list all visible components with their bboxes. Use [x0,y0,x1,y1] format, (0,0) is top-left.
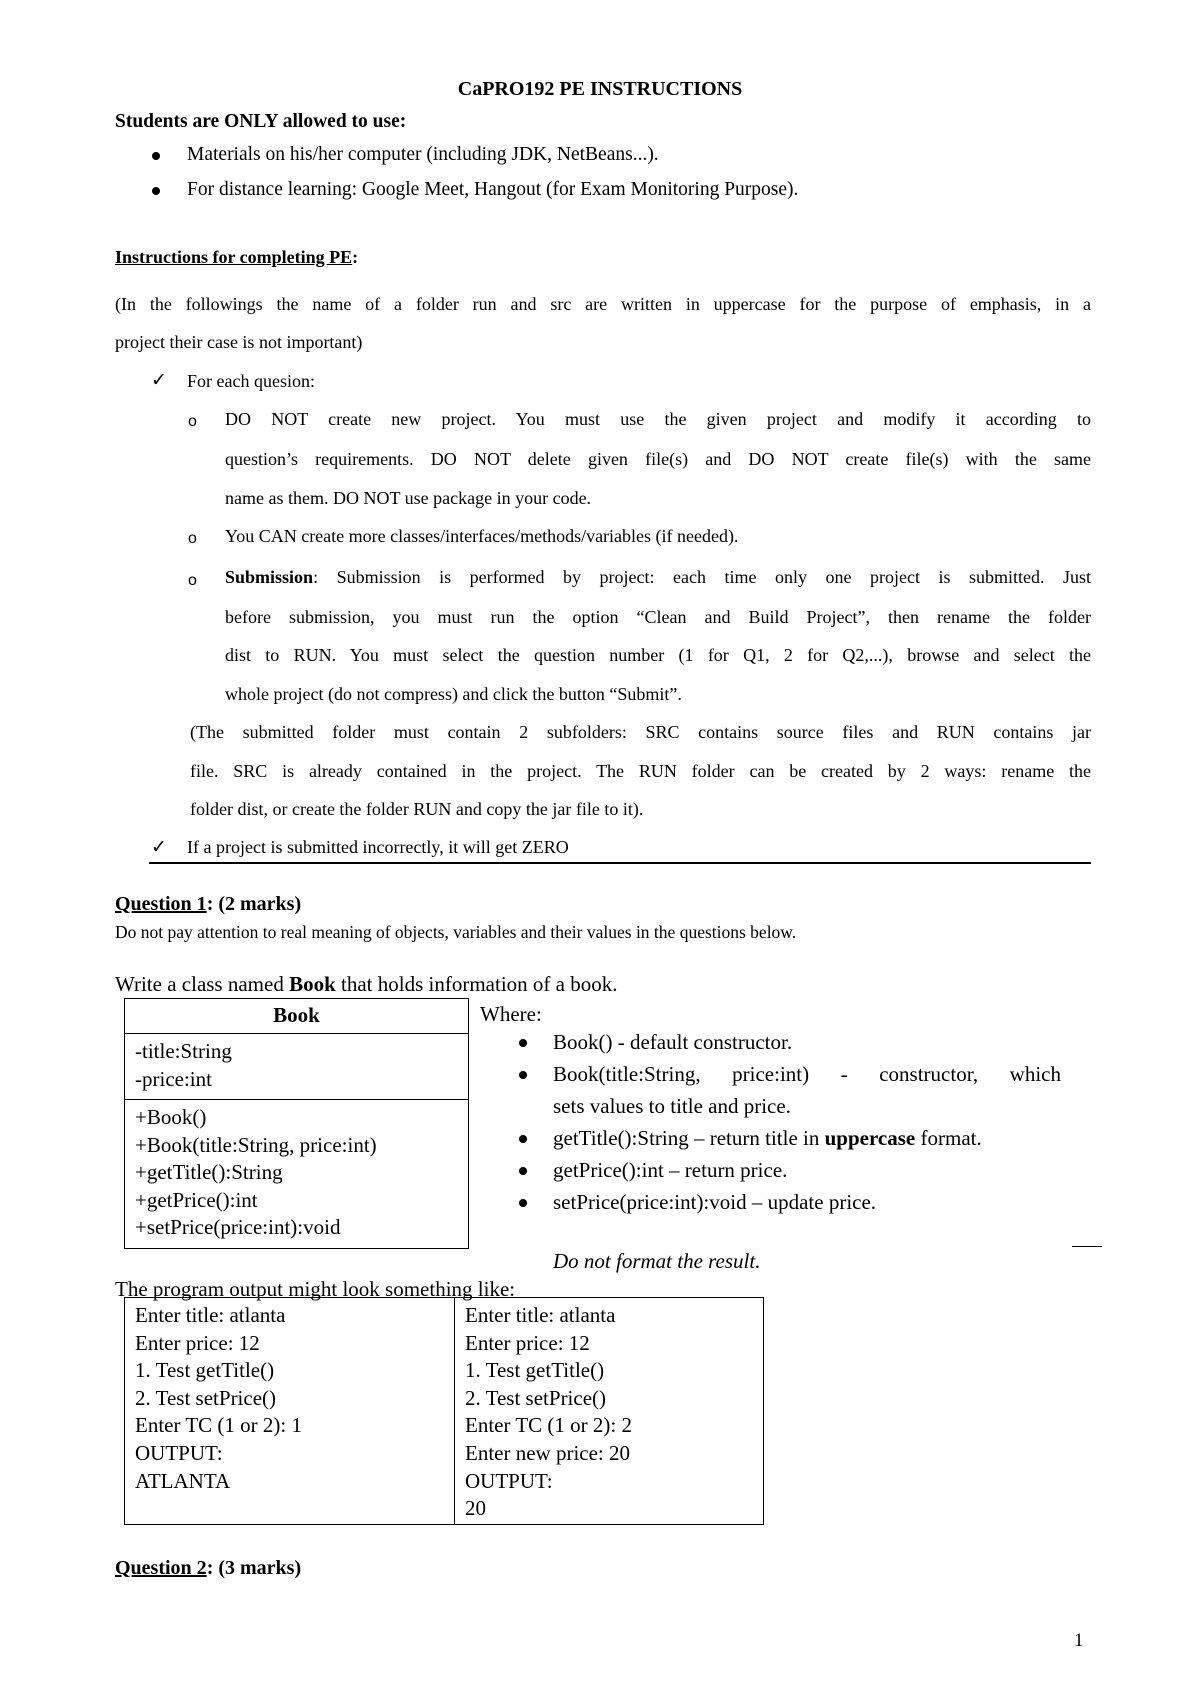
bullet-icon [519,1039,527,1047]
where-item-5: setPrice(price:int):void – update price. [553,1190,877,1214]
uml-operation: +getPrice():int [135,1187,258,1212]
bullet-icon [519,1135,527,1143]
uml-attribute: -title:String [135,1039,232,1063]
where-item-4: getPrice():int – return price. [553,1158,788,1182]
output-intro: The program output might look something like: [115,1277,516,1301]
checkmark-icon: ✓ [151,369,167,391]
task-text-pre: Write a class named [115,972,290,996]
bullet-icon [519,1199,527,1207]
output-line: 20 [465,1496,486,1521]
where-item-3 [553,1125,982,1152]
instructions-heading [115,247,358,268]
page-title: CaPRO192 PE INSTRUCTIONS [457,78,743,100]
for-each-question: For each quesion: [187,371,315,391]
circle-bullet-icon: o [188,413,197,430]
rule-3-line-2: before submission, you must run the option “Clean and Build Project”, then rename the folder [225,607,1091,627]
submission-label: Submission [225,567,314,587]
note-line-2: file. SRC is already contained in the project. The RUN folder can be created by 2 ways: rename the [190,761,1091,781]
instructions-heading-colon: : [352,247,359,267]
bullet-icon [152,152,160,160]
intro-line-2: project their case is not important) [115,332,363,352]
divider-line [149,862,1091,864]
task-text-post: that holds information of a book. [335,972,618,996]
where-item-1: Book() - default constructor. [553,1030,793,1054]
question-1-task [115,971,618,998]
zero-rule: If a project is submitted incorrectly, it will get ZERO [187,837,569,857]
rule-1-line-2: question’s requirements. DO NOT delete given file(s) and DO NOT create file(s) with the same [225,449,1091,469]
output-column-2 [455,1298,763,1524]
where-item-3-bold: uppercase [824,1126,916,1150]
uml-class-diagram [124,998,469,1249]
do-not-format: Do not format the result. [553,1249,761,1273]
rule-2: You CAN create more classes/interfaces/methods/variables (if needed). [225,526,739,546]
uml-operations [125,1100,468,1248]
uml-operation: +setPrice(price:int):void [135,1215,341,1239]
question-2-marks: : (3 marks) [206,1557,302,1579]
uml-class-name: Book [125,999,468,1034]
task-class-name: Book [289,972,336,996]
output-line: 2. Test setPrice() [135,1385,277,1410]
output-line: Enter new price: 20 [465,1440,631,1465]
output-line: 2. Test setPrice() [465,1385,607,1410]
output-line: Enter price: 12 [465,1330,590,1355]
where-item-3-post: format. [915,1126,982,1150]
output-line: ATLANTA [135,1468,231,1493]
intro-line-1: (In the followings the name of a folder run and src are written in uppercase for the purpose of emphasis, in a [115,294,1091,314]
output-table [124,1297,764,1525]
rule-1-line-3: name as them. DO NOT use package in your code. [225,488,592,508]
bullet-icon [519,1071,527,1079]
circle-bullet-icon: o [188,572,197,589]
question-2-label: Question 2 [115,1557,207,1579]
note-line-3: folder dist, or create the folder RUN and copy the jar file to it). [190,799,644,819]
output-line: OUTPUT: [135,1440,223,1465]
output-line: Enter title: atlanta [135,1303,286,1327]
question-1-label: Question 1 [115,893,207,915]
output-line: 1. Test getTitle() [465,1358,605,1383]
question-2-heading [115,1557,301,1580]
allowed-heading: Students are ONLY allowed to use: [115,111,407,132]
rule-3-line-1 [225,567,1091,588]
short-rule [1072,1246,1102,1247]
instructions-heading-text: Instructions for completing PE [115,247,353,267]
bullet-icon [152,187,160,195]
note-line-1: (The submitted folder must contain 2 subfolders: SRC contains source files and RUN contains jar [190,722,1091,742]
uml-operation: +Book() [135,1105,207,1129]
bullet-icon [519,1167,527,1175]
question-1-heading [115,893,301,916]
rule-3-line-3: dist to RUN. You must select the question number (1 for Q1, 2 for Q2,...), browse and select the [225,645,1091,665]
where-item-3-pre: getTitle():String – return title in [553,1126,825,1150]
where-item-2-line-1: Book(title:String, price:int) - constructor, which [553,1062,1061,1086]
output-line: Enter TC (1 or 2): 2 [465,1413,632,1438]
where-label: Where: [480,1002,542,1026]
allowed-item-2: For distance learning: Google Meet, Hangout (for Exam Monitoring Purpose). [187,179,799,200]
question-1-note: Do not pay attention to real meaning of objects, variables and their values in the questions below. [115,922,797,942]
output-line: Enter price: 12 [135,1330,260,1355]
checkmark-icon: ✓ [151,836,167,858]
output-column-1 [125,1298,455,1524]
circle-bullet-icon: o [188,530,197,547]
output-line: Enter TC (1 or 2): 1 [135,1413,302,1438]
uml-attributes [125,1034,468,1100]
page-number: 1 [1074,1630,1084,1651]
allowed-item-1: Materials on his/her computer (including JDK, NetBeans...). [187,144,659,165]
uml-operation: +getTitle():String [135,1160,283,1184]
rule-3-line-4: whole project (do not compress) and click the button “Submit”. [225,684,682,704]
output-line: 1. Test getTitle() [135,1358,275,1383]
output-line: OUTPUT: [465,1468,553,1493]
rule-3-line-1-text: : Submission is performed by project: each time only one project is submitted. Just [313,567,1091,587]
question-1-marks: : (2 marks) [206,893,302,915]
rule-1-line-1: DO NOT create new project. You must use the given project and modify it according to [225,409,1091,429]
uml-attribute: -price:int [135,1066,212,1091]
output-line: Enter title: atlanta [465,1303,616,1327]
uml-operation: +Book(title:String, price:int) [135,1132,377,1157]
where-item-2-line-2: sets values to title and price. [553,1094,791,1118]
